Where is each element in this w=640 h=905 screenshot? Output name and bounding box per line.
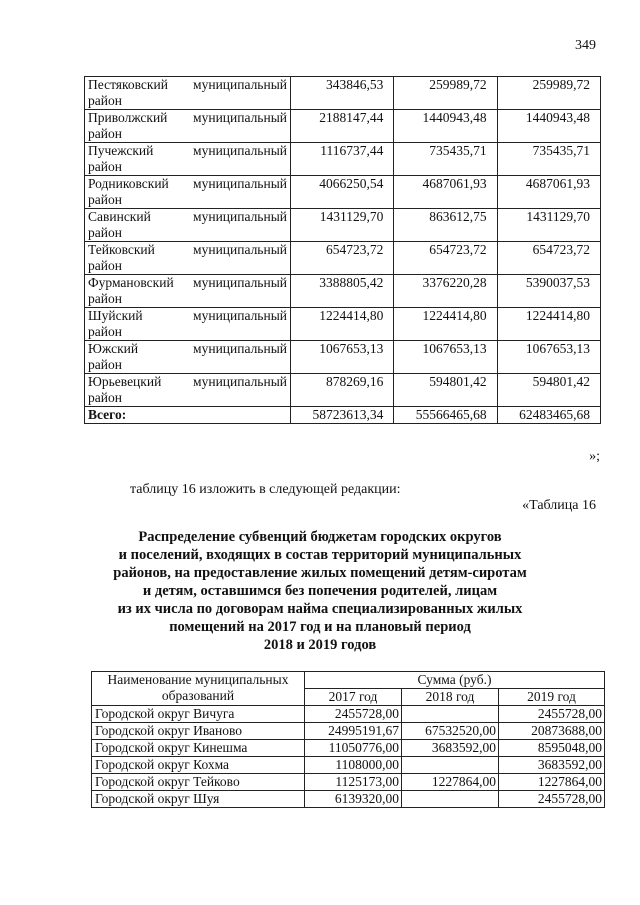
table-row: [85, 77, 601, 110]
heading-line: районов, на предоставление жилых помещений детям-сиротам: [113, 565, 527, 581]
district-name: Фурмановский: [88, 275, 174, 290]
district-name-line1: [88, 143, 287, 159]
value-2017: 4066250,54: [291, 176, 394, 209]
table2-header-row: [92, 672, 605, 689]
district-name-cell: [85, 143, 291, 176]
district-suffix: район: [88, 192, 122, 207]
value-2018: 1440943,48: [394, 110, 497, 143]
header-year-2019: 2019 год: [499, 689, 605, 706]
district-name-line1: [88, 242, 287, 258]
district-suffix: район: [88, 258, 122, 273]
table-row: [85, 374, 601, 407]
district-name-line1: [88, 341, 287, 357]
district-suffix: район: [88, 225, 122, 240]
value-2017: 1224414,80: [291, 308, 394, 341]
table-row: [85, 143, 601, 176]
value-2018: [402, 757, 499, 774]
district-type: муниципальный: [193, 374, 287, 389]
value-2019: 735435,71: [497, 143, 600, 176]
value-2019: 1224414,80: [497, 308, 600, 341]
district-name-cell: [85, 110, 291, 143]
header-year-2018: 2018 год: [402, 689, 499, 706]
district-type: муниципальный: [193, 341, 287, 356]
city-district-name: Городской округ Кохма: [92, 757, 305, 774]
header-name-line2: образований: [161, 688, 235, 703]
value-2019: 3683592,00: [499, 757, 605, 774]
table-row: [85, 176, 601, 209]
table-row: [85, 110, 601, 143]
district-suffix: район: [88, 324, 122, 339]
header-sum-cell: Сумма (руб.): [305, 672, 605, 689]
value-2019: 5390037,53: [497, 275, 600, 308]
district-name-cell: [85, 308, 291, 341]
district-suffix: район: [88, 93, 122, 108]
district-name-line1: [88, 77, 287, 93]
district-name: Юрьевецкий: [88, 374, 162, 389]
district-name: Шуйский: [88, 308, 143, 323]
header-year-2017: 2017 год: [305, 689, 402, 706]
value-2019: 1431129,70: [497, 209, 600, 242]
value-2017: 343846,53: [291, 77, 394, 110]
value-2019: 2455728,00: [499, 791, 605, 808]
table-row: [92, 723, 605, 740]
table-row: [85, 308, 601, 341]
value-2019: 654723,72: [497, 242, 600, 275]
value-2018: 3683592,00: [402, 740, 499, 757]
value-2019: 1067653,13: [497, 341, 600, 374]
district-name-line1: [88, 308, 287, 324]
page-number: 349: [575, 38, 596, 53]
table-row: [85, 242, 601, 275]
district-name-line1: [88, 176, 287, 192]
district-type: муниципальный: [193, 275, 287, 290]
district-name: Пестяковский: [88, 77, 168, 92]
table-row: [92, 774, 605, 791]
district-type: муниципальный: [193, 143, 287, 158]
table-row: [92, 740, 605, 757]
header-name-cell: [92, 672, 305, 706]
district-name: Южский: [88, 341, 139, 356]
district-name-cell: [85, 341, 291, 374]
total-label: Всего:: [85, 407, 291, 424]
value-2017: 24995191,67: [305, 723, 402, 740]
district-name-line1: [88, 110, 287, 126]
total-value-2018: 55566465,68: [394, 407, 497, 424]
city-district-name: Городской округ Иваново: [92, 723, 305, 740]
district-type: муниципальный: [193, 308, 287, 323]
district-name: Родниковский: [88, 176, 169, 191]
value-2019: 2455728,00: [499, 706, 605, 723]
table-row: [85, 341, 601, 374]
table-row: [92, 706, 605, 723]
heading-line: Распределение субвенций бюджетам городских округов: [138, 529, 502, 545]
value-2017: 1116737,44: [291, 143, 394, 176]
value-2019: 4687061,93: [497, 176, 600, 209]
city-district-name: Городской округ Вичуга: [92, 706, 305, 723]
district-name-cell: [85, 275, 291, 308]
value-2018: [402, 791, 499, 808]
value-2018: 735435,71: [394, 143, 497, 176]
value-2018: 594801,42: [394, 374, 497, 407]
subvention-table-districts: [84, 76, 601, 424]
value-2019: 594801,42: [497, 374, 600, 407]
heading-line: из их числа по договорам найма специализированных жилых: [117, 601, 523, 617]
value-2019: 1227864,00: [499, 774, 605, 791]
total-row: [85, 407, 601, 424]
value-2017: 1125173,00: [305, 774, 402, 791]
heading-line: 2018 и 2019 годов: [263, 637, 377, 653]
value-2017: 878269,16: [291, 374, 394, 407]
value-2017: 2188147,44: [291, 110, 394, 143]
district-name-cell: [85, 242, 291, 275]
district-suffix: район: [88, 291, 122, 306]
district-suffix: район: [88, 126, 122, 141]
city-district-name: Городской округ Тейково: [92, 774, 305, 791]
value-2019: 259989,72: [497, 77, 600, 110]
value-2019: 8595048,00: [499, 740, 605, 757]
district-type: муниципальный: [193, 209, 287, 224]
district-suffix: район: [88, 390, 122, 405]
value-2017: 3388805,42: [291, 275, 394, 308]
district-name-cell: [85, 176, 291, 209]
district-name: Пучежский: [88, 143, 154, 158]
district-name-line1: [88, 374, 287, 390]
district-type: муниципальный: [193, 77, 287, 92]
value-2017: 1431129,70: [291, 209, 394, 242]
table2-body: [92, 706, 605, 808]
value-2017: 11050776,00: [305, 740, 402, 757]
value-2018: [402, 706, 499, 723]
district-name: Приволжский: [88, 110, 168, 125]
value-2018: 1067653,13: [394, 341, 497, 374]
total-value-2017: 58723613,34: [291, 407, 394, 424]
value-2018: 1227864,00: [402, 774, 499, 791]
total-value-2019: 62483465,68: [497, 407, 600, 424]
value-2017: 1108000,00: [305, 757, 402, 774]
value-2018: 4687061,93: [394, 176, 497, 209]
value-2018: 259989,72: [394, 77, 497, 110]
table-row: [92, 757, 605, 774]
value-2019: 20873688,00: [499, 723, 605, 740]
closing-quote-mark: »;: [589, 449, 600, 464]
heading-line: и поселений, входящих в состав территорий муниципальных: [118, 547, 522, 563]
district-name-cell: [85, 77, 291, 110]
district-type: муниципальный: [193, 242, 287, 257]
table-row: [85, 275, 601, 308]
instruction-text: таблицу 16 изложить в следующей редакции:: [130, 482, 401, 497]
district-name: Тейковский: [88, 242, 155, 257]
value-2018: 1224414,80: [394, 308, 497, 341]
subvention-table-city-districts: [91, 671, 605, 808]
district-name-line1: [88, 275, 287, 291]
value-2017: 6139320,00: [305, 791, 402, 808]
value-2018: 67532520,00: [402, 723, 499, 740]
district-type: муниципальный: [193, 176, 287, 191]
header-name-line1: Наименование муниципальных: [107, 672, 289, 687]
district-suffix: район: [88, 357, 122, 372]
value-2017: 2455728,00: [305, 706, 402, 723]
city-district-name: Городской округ Шуя: [92, 791, 305, 808]
heading-line: и детям, оставшимся без попечения родителей, лицам: [142, 583, 498, 599]
city-district-name: Городской округ Кинешма: [92, 740, 305, 757]
district-name-cell: [85, 209, 291, 242]
heading-line: помещений на 2017 год и на плановый период: [169, 619, 471, 635]
district-type: муниципальный: [193, 110, 287, 125]
table-row: [85, 209, 601, 242]
table-row: [92, 791, 605, 808]
value-2018: 654723,72: [394, 242, 497, 275]
district-name: Савинский: [88, 209, 151, 224]
table16-heading: [80, 528, 560, 654]
value-2019: 1440943,48: [497, 110, 600, 143]
table-label: «Таблица 16: [522, 498, 596, 513]
value-2018: 3376220,28: [394, 275, 497, 308]
district-name-cell: [85, 374, 291, 407]
value-2017: 654723,72: [291, 242, 394, 275]
district-suffix: район: [88, 159, 122, 174]
value-2017: 1067653,13: [291, 341, 394, 374]
table1-body: [85, 77, 601, 424]
value-2018: 863612,75: [394, 209, 497, 242]
district-name-line1: [88, 209, 287, 225]
